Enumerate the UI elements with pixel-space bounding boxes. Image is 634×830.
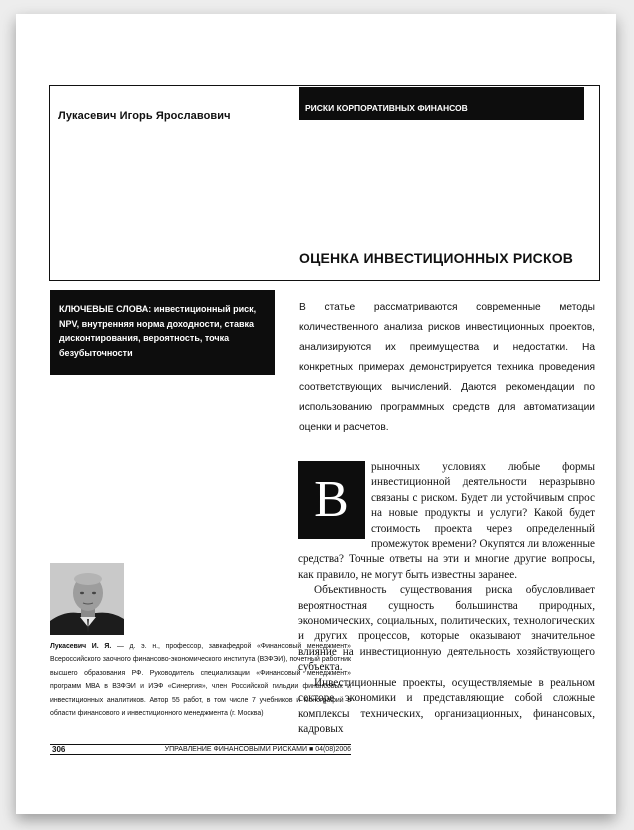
article-header: [49, 85, 600, 281]
square-icon: ■: [309, 746, 314, 753]
section-label: РИСКИ КОРПОРАТИВНЫХ ФИНАНСОВ: [299, 87, 584, 120]
journal-page: [16, 14, 616, 814]
article-title: ОЦЕНКА ИНВЕСТИЦИОННЫХ РИСКОВ: [299, 250, 574, 266]
drop-cap: В: [298, 461, 365, 539]
author-name: Лукасевич Игорь Ярославович: [58, 110, 231, 122]
body-paragraph: рыночных условиях любые формы инвестиционной деятельности неразрывно связаны с риском. Будет ли устойчивым спрос на новые продукты и услуги? Какой будет стоимость проекта через определенный промежуток времени? Окупятся ли вложенные средства? Точные ответы на эти и многие другие вопросы, как правило, не могут быть известны заранее.: [298, 461, 595, 581]
journal-title: УПРАВЛЕНИЕ ФИНАНСОВЫМИ РИСКАМИ: [164, 746, 308, 753]
author-photo: [50, 563, 124, 635]
issue-number: 04(08)2006: [315, 746, 351, 753]
keywords-text: инвестиционный риск, NPV, внутренняя норма доходности, ставка дисконтирования, вероятность, точка безубыточности: [59, 304, 257, 358]
article-abstract: В статье рассматриваются современные методы количественного анализа рисков инвестиционных проектов, анализируются их преимущества и недостатки. На конкретных примерах демонстрируется техника проведения соответствующих вычислений. Даются рекомендации по использованию программных средств для автоматизации оценки и расчетов.: [299, 302, 595, 433]
journal-name: [165, 744, 351, 755]
body-paragraph: Инвестиционные проекты, осуществляемые в реальном секторе экономики и представляющие собой сложные комплексы технических, организационных, финансовых, кадровых: [298, 676, 595, 735]
author-bio: [50, 640, 351, 720]
page-number: 306: [52, 745, 66, 754]
keywords-label: КЛЮЧЕВЫЕ СЛОВА:: [59, 304, 152, 314]
keywords-box: [50, 290, 275, 375]
author-portrait-image: [50, 563, 124, 635]
bio-text: — д. э. н., профессор, завкафедрой «Финансовый менеджмент» Всероссийского заочного финансово-экономического института (ВЗФЭИ), почетный работник высшего образования РФ. Руководитель специализации «Финансовый менеджмент» программ МВА в ВЗФЭИ и ИЭФ «Синергия», член Российской гильдии финансовых и инвестиционных аналитиков. Автор 55 работ, в том числе 7 учебников и монографий в области финансового и инвестиционного менеджмента (г. Москва): [50, 643, 351, 718]
bio-name: Лукасевич И. Я.: [50, 643, 112, 650]
body-paragraph: Объективность существования риска обусловливает вероятностная сущность большинства природных, экономических, социальных, политических, технологических и других процессов, которые оказывают значительное влияние на инвестиционную деятельность хозяйствующего субъекта.: [298, 584, 595, 674]
